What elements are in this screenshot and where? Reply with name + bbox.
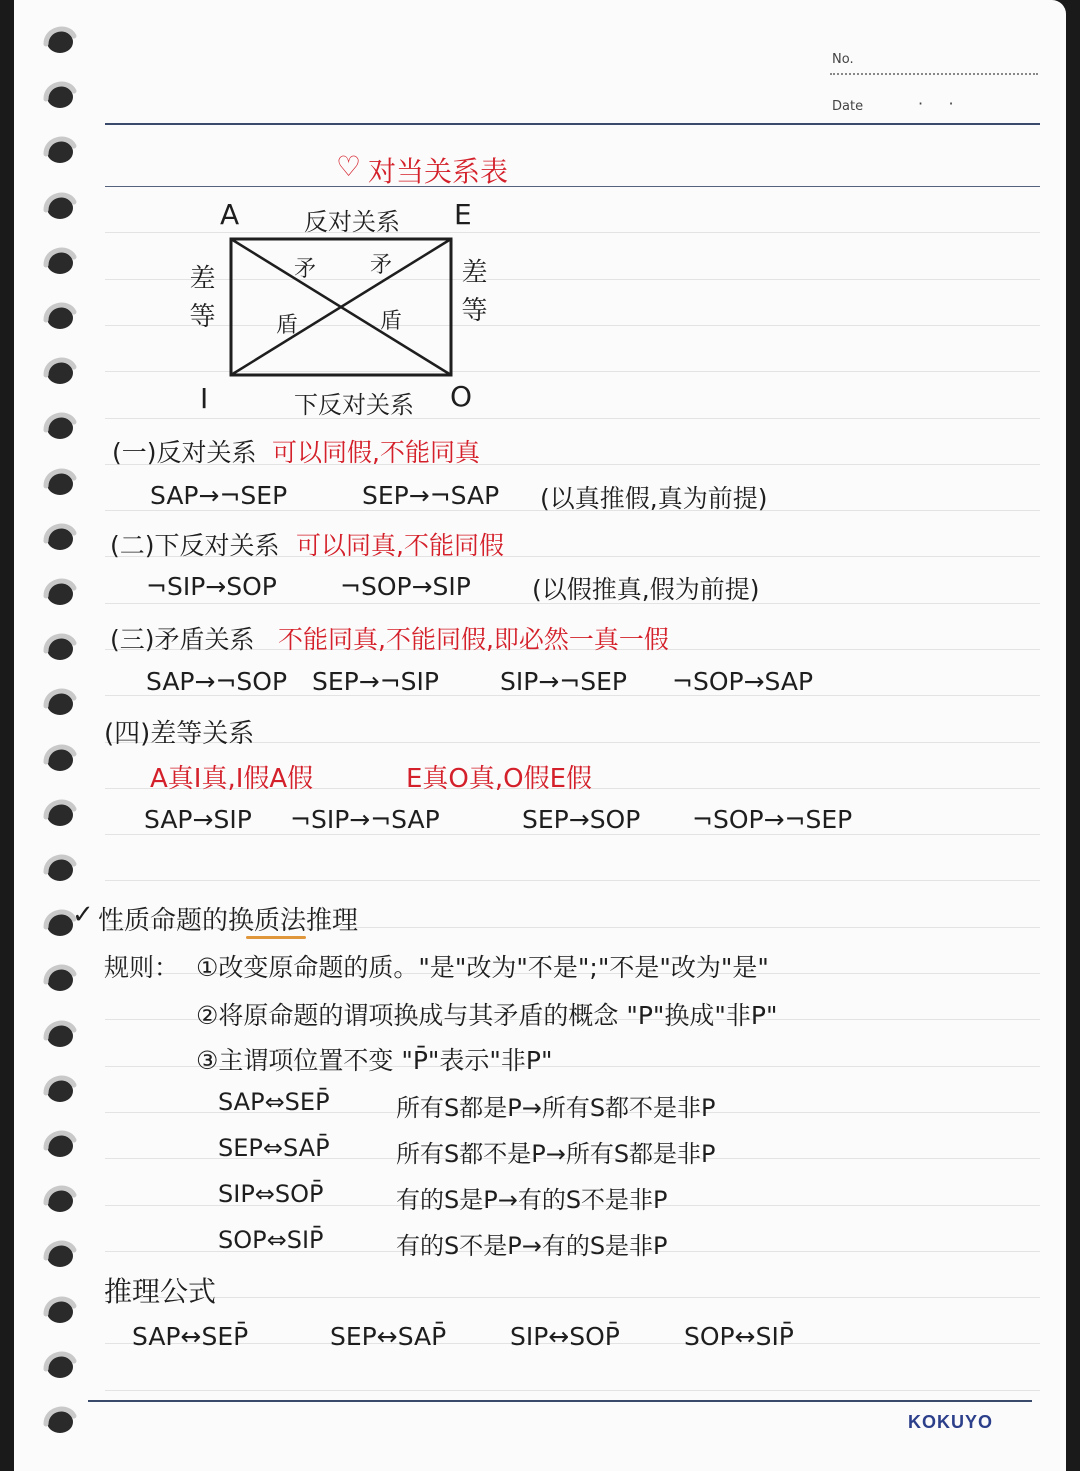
ruled-line xyxy=(105,834,1040,835)
section-2-formula-2: ¬SOP→SIP xyxy=(340,572,471,601)
section-2-rule: 可以同真,不能同假 xyxy=(296,531,504,560)
diagonal-label-4: 盾 xyxy=(380,309,403,334)
brand-logo: KOKUYO xyxy=(908,1412,994,1432)
section-4-formula-3: SEP→SOP xyxy=(522,805,641,834)
section-3-formula-2: SEP→¬SIP xyxy=(312,667,439,696)
binder-ring xyxy=(38,1126,78,1160)
binder-ring xyxy=(38,1402,78,1436)
binder-ring xyxy=(38,298,78,332)
inference-formula-4: SOP↔SIP̄ xyxy=(684,1322,794,1351)
binder-ring xyxy=(38,188,78,222)
section-4-formula-1: SAP→SIP xyxy=(144,805,252,834)
ruled-line xyxy=(105,418,1040,419)
inference-formula-2: SEP↔SAP̄ xyxy=(330,1322,447,1351)
binder-ring xyxy=(38,1016,78,1050)
ruled-line xyxy=(105,880,1040,881)
binder-ring xyxy=(38,740,78,774)
title-divider xyxy=(105,186,1040,187)
conversion-text-4: 有的S不是P→有的S是非P xyxy=(396,1232,668,1260)
section-3-formula-3: SIP→¬SEP xyxy=(500,667,627,696)
ruled-line xyxy=(105,1297,1040,1298)
diagonal-label-2: 矛 xyxy=(370,253,393,278)
section-1-formula-1: SAP→¬SEP xyxy=(150,481,288,510)
conversion-formula-2: SEP⇔SAP̄ xyxy=(218,1134,330,1162)
number-line xyxy=(830,73,1038,75)
binder-ring xyxy=(38,574,78,608)
section-1-formula-2: SEP→¬SAP xyxy=(362,481,500,510)
binder-ring xyxy=(38,464,78,498)
section-2-formula-1: ¬SIP→SOP xyxy=(146,572,277,601)
conversion-heading: 性质命题的换质法推理 xyxy=(98,906,359,936)
section-2-note: (以假推真,假为前提) xyxy=(532,575,760,604)
conversion-formula-3: SIP⇔SOP̄ xyxy=(218,1180,324,1208)
binder-ring xyxy=(38,1347,78,1381)
binder-ring xyxy=(38,243,78,277)
binder-ring xyxy=(38,1236,78,1270)
heading-underline xyxy=(246,936,306,939)
section-4-heading: (四)差等关系 xyxy=(104,719,255,749)
corner-e: E xyxy=(454,198,472,231)
rule-2: ②将原命题的谓项换成与其矛盾的概念 "P"换成"非P" xyxy=(196,1001,778,1030)
binder-ring xyxy=(38,795,78,829)
binder-ring xyxy=(38,684,78,718)
binder-ring xyxy=(38,629,78,663)
section-4-rule-e: E真O真,O假E假 xyxy=(406,764,593,794)
rule-prefix: 规则： xyxy=(104,953,180,982)
conversion-formula-4: SOP⇔SIP̄ xyxy=(218,1226,324,1254)
binder-ring xyxy=(38,1181,78,1215)
diagonal-label-1: 矛 xyxy=(294,257,317,282)
ruled-line xyxy=(105,1390,1040,1391)
conversion-text-1: 所有S都是P→所有S都不是非P xyxy=(396,1094,716,1122)
section-3-formula-4: ¬SOP→SAP xyxy=(672,667,814,696)
number-label: No. xyxy=(832,52,854,67)
rule-1: ①改变原命题的质。"是"改为"不是";"不是"改为"是" xyxy=(196,953,769,982)
page-title: 对当关系表 xyxy=(368,155,509,188)
opposition-square xyxy=(225,232,457,380)
date-dots: · · xyxy=(918,94,954,113)
binder-ring xyxy=(38,1071,78,1105)
binder-ring xyxy=(38,22,78,56)
binder-ring xyxy=(38,132,78,166)
section-3-heading: (三)矛盾关系 xyxy=(110,625,255,654)
inference-formula-1: SAP↔SEP̄ xyxy=(132,1322,249,1351)
date-label: Date xyxy=(832,99,864,114)
rule-3: ③主谓项位置不变 "P̄"表示"非P" xyxy=(196,1046,553,1075)
binder-ring xyxy=(38,353,78,387)
corner-o: O xyxy=(450,380,473,413)
binder-ring xyxy=(38,850,78,884)
section-1-note: (以真推假,真为前提) xyxy=(540,484,768,513)
inference-formula-3: SIP↔SOP̄ xyxy=(510,1322,620,1351)
section-4-rule-a: A真I真,I假A假 xyxy=(150,764,314,794)
section-4-formula-4: ¬SOP→¬SEP xyxy=(692,805,853,834)
binder-ring xyxy=(38,77,78,111)
left-relation-label: 差等 xyxy=(185,264,215,340)
conversion-text-3: 有的S是P→有的S不是非P xyxy=(396,1186,668,1214)
header-divider xyxy=(105,123,1040,125)
right-relation-label: 差等 xyxy=(457,258,487,334)
binder-ring xyxy=(38,519,78,553)
binder-ring xyxy=(38,1292,78,1326)
section-3-rule: 不能同真,不能同假,即必然一真一假 xyxy=(278,625,669,654)
section-1-rule: 可以同假,不能同真 xyxy=(272,438,480,467)
conversion-formula-1: SAP⇔SEP̄ xyxy=(218,1088,330,1116)
conversion-text-2: 所有S都不是P→所有S都是非P xyxy=(396,1140,716,1168)
section-1-heading: (一)反对关系 xyxy=(112,438,257,467)
top-relation-label: 反对关系 xyxy=(304,208,400,236)
check-mark-icon: ✓ xyxy=(72,900,94,930)
section-2-heading: (二)下反对关系 xyxy=(110,531,280,560)
bottom-relation-label: 下反对关系 xyxy=(294,391,414,419)
formula-heading: 推理公式 xyxy=(104,1275,217,1308)
binder-ring xyxy=(38,408,78,442)
corner-i: I xyxy=(200,382,209,415)
section-3-formula-1: SAP→¬SOP xyxy=(146,667,288,696)
corner-a: A xyxy=(220,198,240,231)
binder-ring xyxy=(38,960,78,994)
heart-icon: ♡ xyxy=(336,150,362,183)
section-4-formula-2: ¬SIP→¬SAP xyxy=(290,805,440,834)
diagonal-label-3: 盾 xyxy=(276,313,299,338)
footer-divider xyxy=(88,1400,1032,1402)
